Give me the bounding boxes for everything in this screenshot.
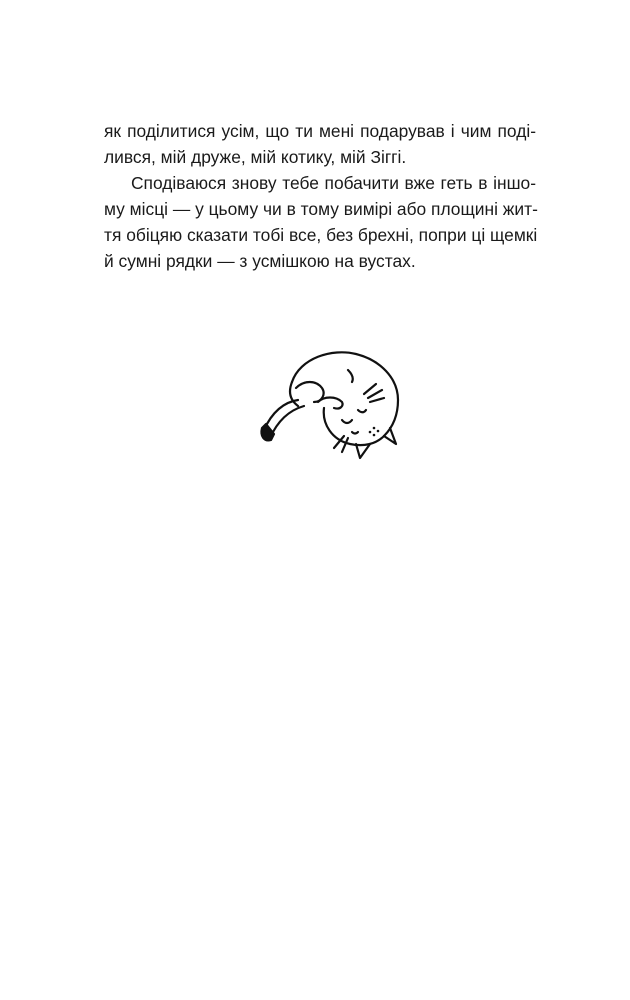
body-text [104, 118, 536, 274]
paragraph-2 [104, 170, 536, 274]
text-line: лився, мій друже, мій котику, мій Зіггі. [104, 147, 407, 167]
text-line: му місці — у цьому чи в тому вимірі або площині жит- [104, 199, 538, 219]
text-line: як поділитися усім, що ти мені подарував і чим поді- [104, 121, 536, 141]
text-line: тя обіцяю сказати тобі все, без брехні, попри ці щемкі [104, 225, 538, 245]
text-line: Сподіваюся знову тебе побачити вже геть в іншо- [131, 173, 536, 193]
sleeping-cat-illustration [252, 340, 412, 470]
text-line: й сумні рядки — з усмішкою на вустах. [104, 251, 416, 271]
paragraph-1 [104, 118, 536, 170]
